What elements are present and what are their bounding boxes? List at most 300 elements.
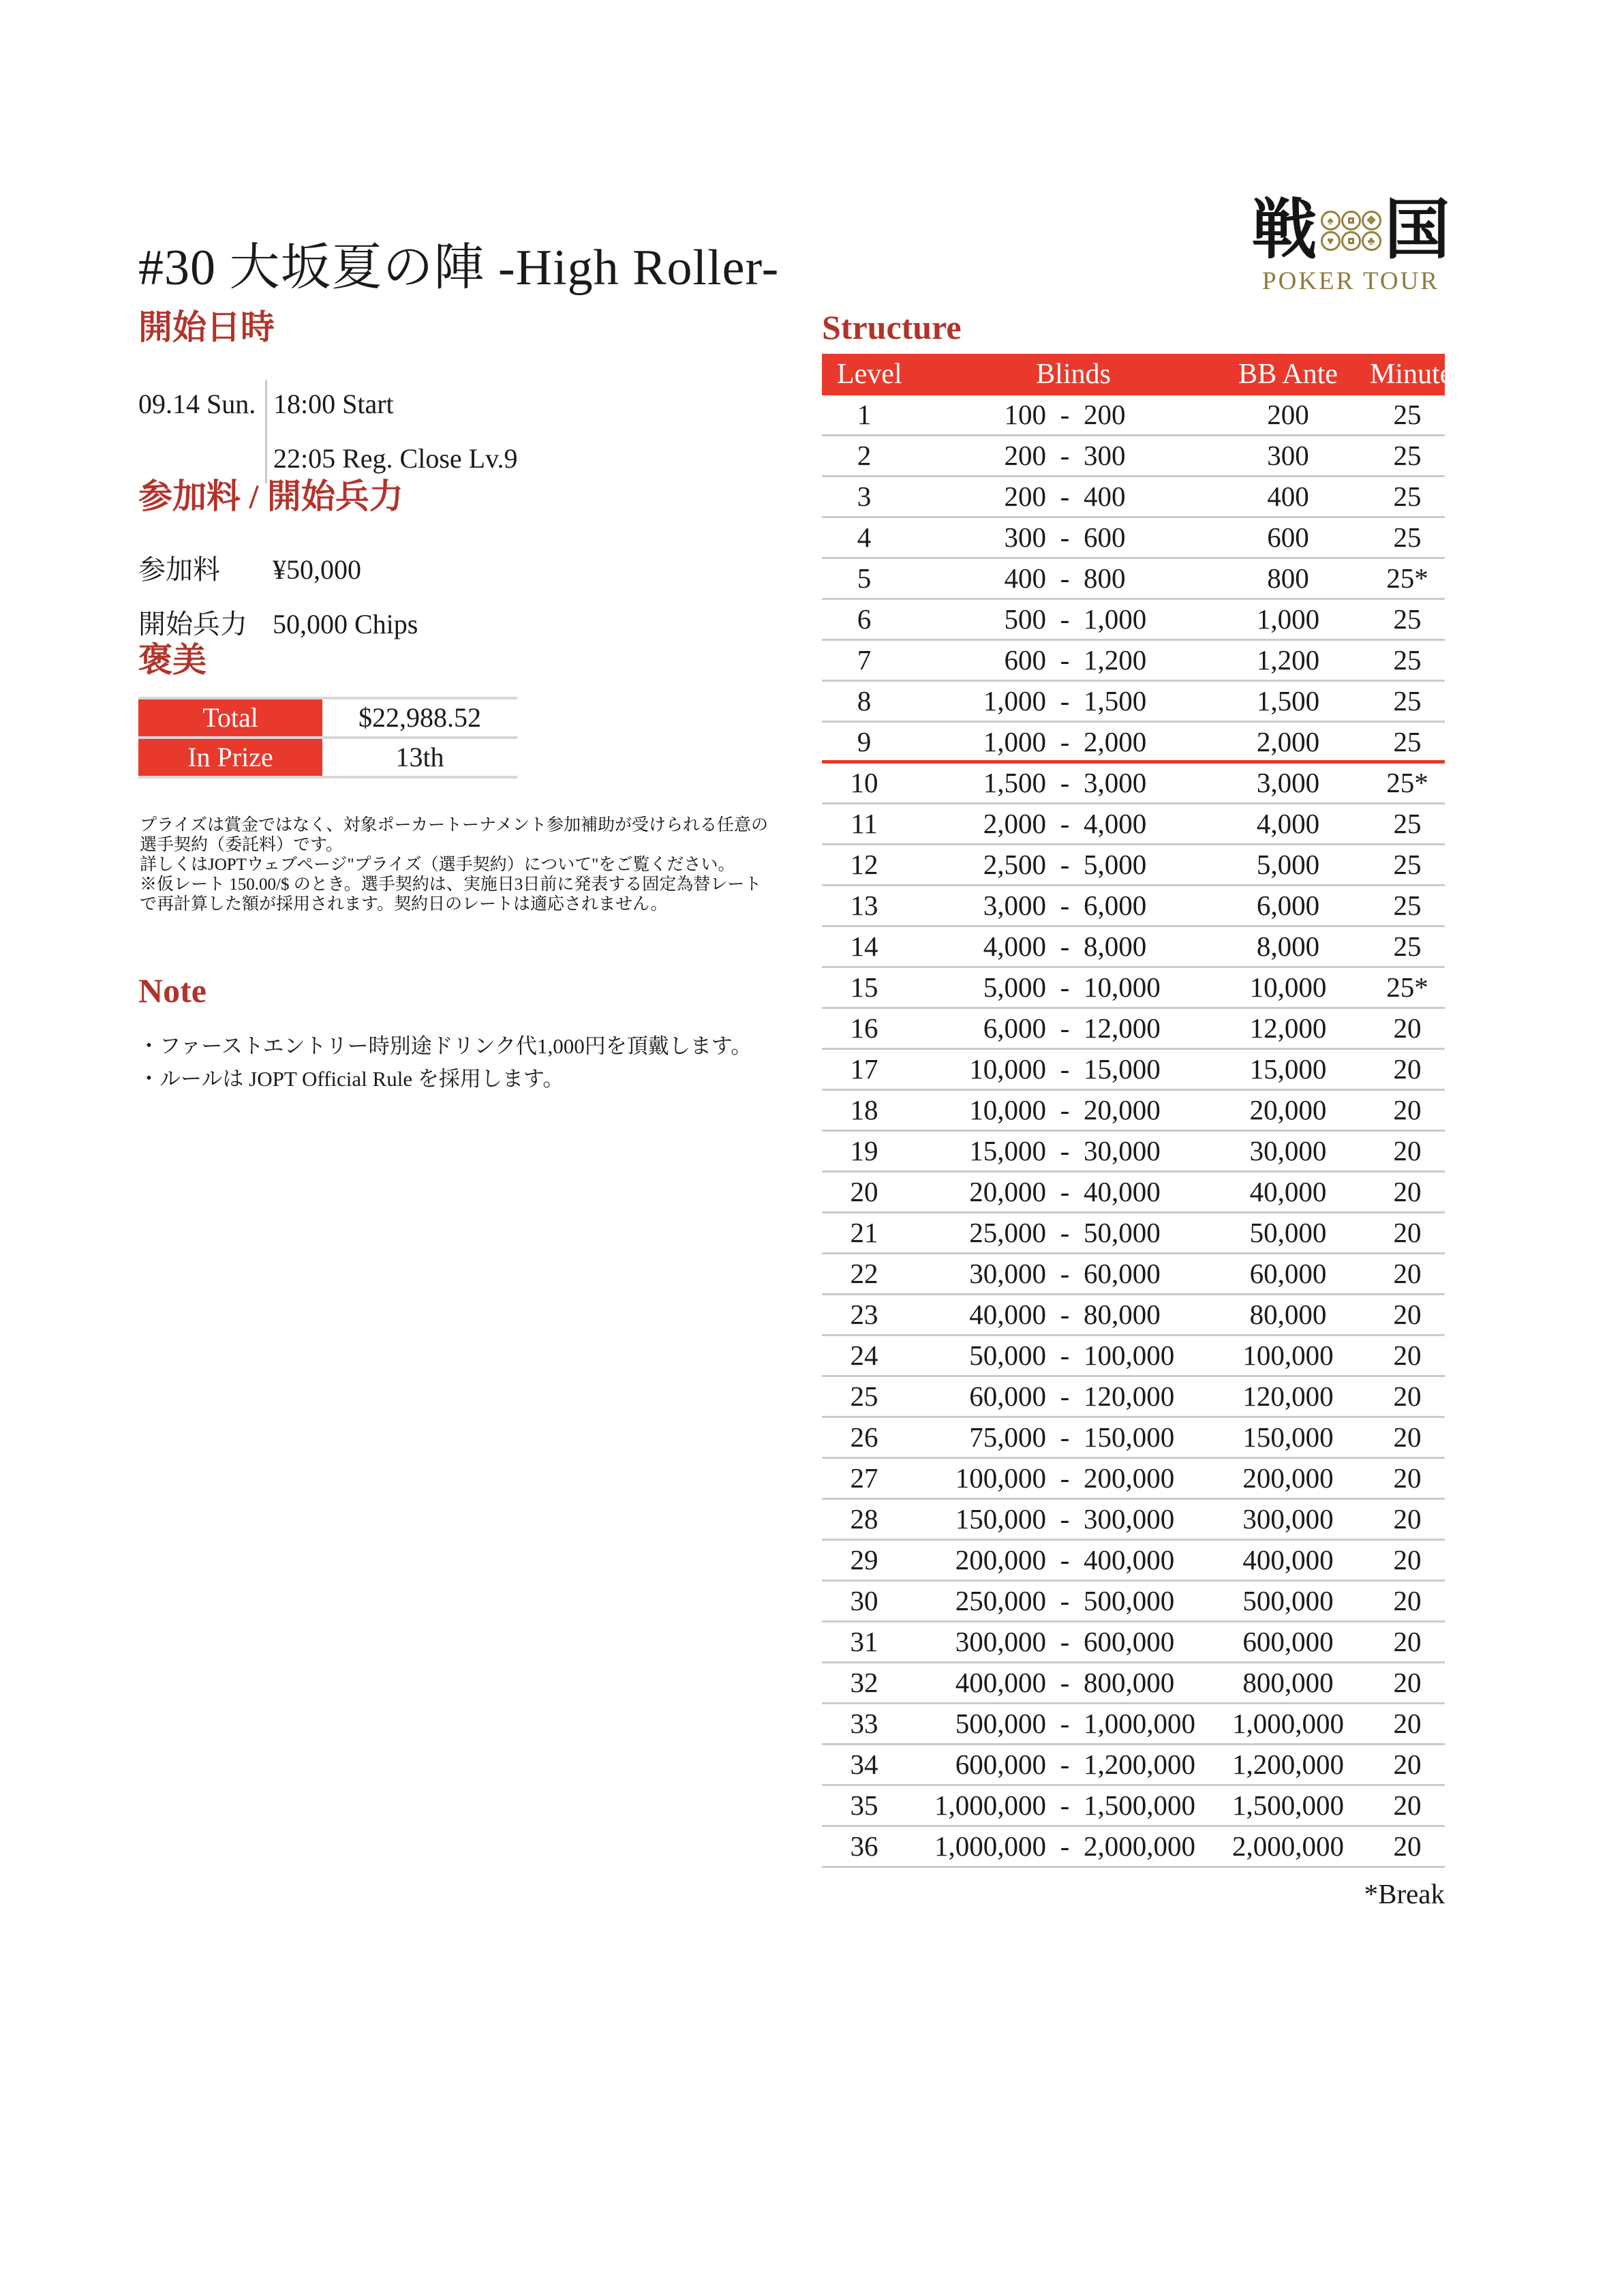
blinds-dash: - [1060,930,1070,962]
event-date: 09.14 Sun. [138,388,256,419]
minutes-cell: 20 [1393,1012,1422,1044]
blinds-cell [906,395,1206,434]
small-blind-value: 2,000 [983,807,1046,839]
blinds-cell [906,1132,1206,1170]
small-blind-value: 3,000 [983,889,1046,921]
level-cell: 4 [857,521,872,553]
schedule-heading: 開始日時 [138,308,275,346]
blinds-dash: - [1060,1707,1070,1739]
bb-ante-cell: 300,000 [1242,1502,1334,1535]
big-blind-value: 15,000 [1084,1053,1161,1085]
minutes-cell: 25 [1393,644,1422,676]
blinds-dash: - [1060,725,1070,757]
big-blind-value: 600,000 [1084,1625,1175,1657]
blinds-dash: - [1060,1666,1070,1698]
structure-row [822,1663,1445,1704]
blinds-cell [906,600,1206,639]
prize-value: $22,988.52 [358,701,481,733]
level-cell: 2 [857,439,872,471]
bb-ante-cell: 800,000 [1242,1666,1334,1698]
prize-row [138,699,517,739]
blinds-dash: - [1060,1502,1070,1535]
minutes-cell: 25 [1393,725,1422,757]
blinds-dash: - [1060,1748,1070,1780]
big-blind-value: 150,000 [1084,1421,1175,1453]
structure-table-body [822,395,1445,1868]
bb-ante-cell: 4,000 [1256,807,1320,839]
small-blind-value: 10,000 [969,1093,1046,1126]
big-blind-value: 800,000 [1084,1666,1175,1698]
big-blind-value: 10,000 [1084,971,1161,1003]
small-blind-value: 1,000 [983,725,1046,757]
schedule-section [138,308,518,486]
big-blind-value: 12,000 [1084,1012,1161,1044]
spade-coin-icon: ♠ [1321,211,1341,230]
disclaimer-line: プライズは賞金ではなく、対象ポーカートーナメント参加補助が受けられる任意の [140,816,769,834]
big-blind-value: 200,000 [1084,1462,1175,1494]
structure-row [822,436,1445,477]
blinds-cell [906,1050,1206,1089]
small-blind-value: 6,000 [983,1012,1046,1044]
level-cell: 18 [850,1093,878,1126]
level-cell: 19 [850,1134,878,1166]
small-blind-value: 5,000 [983,971,1046,1003]
level-cell: 12 [850,848,878,880]
entry-value: 50,000 Chips [273,608,418,639]
structure-row [822,1459,1445,1500]
blinds-dash: - [1060,603,1070,635]
level-cell: 22 [850,1257,878,1289]
blinds-cell [906,1582,1206,1620]
minutes-cell: 25 [1393,930,1422,962]
blinds-dash: - [1060,1625,1070,1657]
bb-ante-cell: 60,000 [1249,1257,1327,1289]
minutes-cell: 20 [1393,1543,1422,1575]
small-blind-value: 400 [1004,562,1046,594]
small-blind-value: 250,000 [955,1584,1046,1616]
structure-row [822,1541,1445,1582]
big-blind-value: 50,000 [1084,1216,1161,1248]
blinds-dash: - [1060,1789,1070,1821]
big-blind-value: 1,000 [1084,603,1147,635]
structure-row [822,1582,1445,1622]
level-cell: 7 [857,644,872,676]
minutes-cell: 20 [1393,1421,1422,1453]
entry-label: 開始兵力 [138,608,247,639]
small-blind-value: 300,000 [955,1625,1046,1657]
page-title: #30 大坂夏の陣 -High Roller- [138,239,780,296]
small-blind-value: 60,000 [969,1380,1046,1412]
big-blind-value: 2,000 [1084,725,1147,757]
blinds-cell [906,1173,1206,1211]
blinds-dash: - [1060,1339,1070,1371]
bb-ante-cell: 3,000 [1256,766,1320,798]
bb-ante-cell: 200,000 [1242,1462,1334,1494]
blinds-cell [906,1336,1206,1375]
blinds-dash: - [1060,1543,1070,1575]
disclaimer-line: で再計算した額が採用されます。契約日のレートは適応されません。 [140,895,668,913]
minutes-cell: 25 [1393,889,1422,921]
entry-fee-section [138,477,418,652]
level-cell: 8 [857,684,872,716]
entry-label: 参加料 [138,554,220,585]
structure-row [822,682,1445,723]
minutes-cell: 25 [1393,480,1422,512]
blinds-cell [906,682,1206,721]
bb-ante-cell: 300 [1267,439,1309,471]
bb-ante-cell: 1,500,000 [1232,1789,1344,1821]
schedule-row [138,377,518,486]
vertical-divider [265,380,267,483]
structure-row [822,1091,1445,1132]
structure-row [822,518,1445,559]
minutes-cell: 20 [1393,1462,1422,1494]
blinds-dash: - [1060,521,1070,553]
structure-row [822,804,1445,845]
blinds-cell [906,886,1206,925]
blinds-dash: - [1060,766,1070,798]
level-cell: 33 [850,1707,878,1739]
bb-ante-cell: 150,000 [1242,1421,1334,1453]
prize-table [138,697,517,779]
structure-row [822,723,1445,764]
schedule-times [273,377,518,486]
blinds-dash: - [1060,971,1070,1003]
schedule-time: 18:00 Start [273,388,394,419]
level-cell: 14 [850,930,878,962]
big-blind-value: 300,000 [1084,1502,1175,1535]
big-blind-value: 1,000,000 [1084,1707,1195,1739]
big-blind-value: 1,500,000 [1084,1789,1195,1821]
blinds-cell [906,1500,1206,1539]
big-blind-value: 40,000 [1084,1175,1161,1207]
blinds-dash: - [1060,1134,1070,1166]
small-blind-value: 600 [1004,644,1046,676]
structure-row [822,1009,1445,1050]
big-blind-value: 4,000 [1084,807,1147,839]
note-section [138,971,752,1096]
prize-section [138,641,517,779]
prize-heading: 褒美 [138,641,206,679]
blinds-dash: - [1060,1298,1070,1330]
logo-coins [1321,211,1381,251]
big-blind-value: 1,500 [1084,684,1147,716]
level-cell: 9 [857,725,872,757]
blinds-dash: - [1060,1830,1070,1862]
minutes-cell: 20 [1393,1134,1422,1166]
level-cell: 26 [850,1421,878,1453]
big-blind-value: 3,000 [1084,766,1147,798]
structure-row [822,1827,1445,1868]
structure-row [822,1786,1445,1827]
blinds-dash: - [1060,1216,1070,1248]
minutes-cell: 25 [1393,848,1422,880]
minutes-cell: 20 [1393,1666,1422,1698]
bb-ante-cell: 1,500 [1256,684,1320,716]
bb-ante-cell: 200 [1267,398,1309,430]
note-items [138,1030,752,1096]
bb-ante-cell: 120,000 [1242,1380,1334,1412]
minutes-cell: 25 [1393,398,1422,430]
small-blind-value: 500,000 [955,1707,1046,1739]
structure-row [822,1050,1445,1091]
bb-ante-cell: 100,000 [1242,1339,1334,1371]
level-cell: 5 [857,562,872,594]
blinds-dash: - [1060,1053,1070,1085]
level-cell: 25 [850,1380,878,1412]
bb-ante-cell: 500,000 [1242,1584,1334,1616]
logo-kanji-koku: 国 [1384,194,1450,267]
blinds-cell [906,1091,1206,1130]
big-blind-value: 200 [1084,398,1126,430]
big-blind-value: 80,000 [1084,1298,1161,1330]
minutes-cell: 25 [1393,603,1422,635]
bb-ante-cell: 30,000 [1249,1134,1327,1166]
minutes-cell: 20 [1393,1380,1422,1412]
minutes-cell: 20 [1393,1339,1422,1371]
blinds-cell [906,968,1206,1007]
entry-heading: 参加料 / 開始兵力 [138,477,403,515]
blinds-cell [906,1541,1206,1580]
blinds-dash: - [1060,684,1070,716]
blinds-cell [906,1213,1206,1252]
structure-row [822,477,1445,518]
structure-row [822,1254,1445,1295]
big-blind-value: 8,000 [1084,930,1147,962]
big-blind-value: 60,000 [1084,1257,1161,1289]
small-blind-value: 25,000 [969,1216,1046,1248]
small-blind-value: 2,500 [983,848,1046,880]
structure-row [822,1295,1445,1336]
bb-ante-cell: 600,000 [1242,1625,1334,1657]
bb-ante-cell: 10,000 [1249,971,1327,1003]
blinds-dash: - [1060,562,1070,594]
small-blind-value: 100 [1004,398,1046,430]
level-cell: 28 [850,1502,878,1535]
small-blind-value: 300 [1004,521,1046,553]
level-cell: 36 [850,1830,878,1862]
bb-ante-cell: 600 [1267,521,1309,553]
club-coin-icon: ♣ [1362,231,1381,251]
prize-label: Total [138,699,322,736]
small-blind-value: 1,000,000 [934,1830,1046,1862]
bb-ante-cell: 1,200,000 [1232,1748,1344,1780]
logo-kanji-sen: 戦 [1251,194,1317,267]
minutes-cell: 20 [1393,1748,1422,1780]
hole-coin-icon [1341,211,1361,230]
structure-table-header [822,354,1464,395]
blinds-dash: - [1060,480,1070,512]
blinds-cell [906,477,1206,516]
disclaimer-line: 詳しくはJOPTウェブページ"プライズ（選手契約）について"をご覧ください。 [140,856,735,874]
entry-row [138,543,418,597]
note-heading: Note [138,971,206,1010]
small-blind-value: 15,000 [969,1134,1046,1166]
disclaimer-line: ※仮レート 150.00/$ のとき。選手契約は、実施日3日前に発表する固定為替レート [140,875,762,894]
structure-heading: Structure [822,308,962,346]
structure-row [822,1704,1445,1745]
structure-row [822,1622,1445,1663]
bb-ante-cell: 800 [1267,562,1309,594]
small-blind-value: 200 [1004,439,1046,471]
level-cell: 1 [857,398,872,430]
square-hole [1348,217,1354,224]
level-cell: 11 [851,807,878,839]
bb-ante-cell: 1,000,000 [1232,1707,1344,1739]
level-cell: 13 [850,889,878,921]
minutes-cell: 25 [1393,807,1422,839]
bb-ante-cell: 2,000 [1256,725,1320,757]
bb-ante-cell: 12,000 [1249,1012,1327,1044]
big-blind-value: 100,000 [1084,1339,1175,1371]
blinds-dash: - [1060,807,1070,839]
blinds-dash: - [1060,1584,1070,1616]
bb-ante-cell: 6,000 [1256,889,1320,921]
level-cell: 27 [850,1462,878,1494]
level-cell: 6 [857,603,872,635]
bb-ante-cell: 50,000 [1249,1216,1327,1248]
minutes-cell: 20 [1393,1093,1422,1126]
structure-row [822,927,1445,968]
column-header-level: Level [837,358,902,390]
blinds-dash: - [1060,398,1070,430]
small-blind-value: 1,000 [983,684,1046,716]
note-item: ・ファーストエントリー時別途ドリンク代1,000円を頂戴します。 [138,1033,752,1058]
minutes-cell: 25* [1386,562,1428,594]
blinds-dash: - [1060,1380,1070,1412]
bb-ante-cell: 1,000 [1256,603,1320,635]
blinds-cell [906,1295,1206,1334]
blinds-cell [906,845,1206,884]
heart-coin-icon: ♥ [1321,231,1341,251]
minutes-cell: 20 [1393,1257,1422,1289]
big-blind-value: 5,000 [1084,848,1147,880]
level-cell: 17 [850,1053,878,1085]
big-blind-value: 1,200,000 [1084,1748,1195,1780]
blinds-dash: - [1060,1012,1070,1044]
blinds-cell [906,1786,1206,1825]
minutes-cell: 20 [1393,1830,1422,1862]
level-cell: 34 [850,1748,878,1780]
prize-value: 13th [395,741,444,772]
bb-ante-cell: 8,000 [1256,930,1320,962]
structure-row [822,1418,1445,1459]
blinds-dash: - [1060,439,1070,471]
minutes-cell: 25* [1386,766,1428,798]
minutes-cell: 25 [1393,521,1422,553]
blinds-cell [906,764,1206,802]
blinds-cell [906,804,1206,843]
big-blind-value: 500,000 [1084,1584,1175,1616]
blinds-cell [906,1009,1206,1048]
minutes-cell: 20 [1393,1584,1422,1616]
level-cell: 16 [850,1012,878,1044]
minutes-cell: 20 [1393,1175,1422,1207]
level-cell: 32 [850,1666,878,1698]
small-blind-value: 50,000 [969,1339,1046,1371]
blinds-cell [906,1663,1206,1702]
small-blind-value: 75,000 [969,1421,1046,1453]
small-blind-value: 20,000 [969,1175,1046,1207]
small-blind-value: 10,000 [969,1053,1046,1085]
blinds-cell [906,436,1206,475]
big-blind-value: 800 [1084,562,1126,594]
big-blind-value: 6,000 [1084,889,1147,921]
big-blind-value: 20,000 [1084,1093,1161,1126]
bb-ante-cell: 2,000,000 [1232,1830,1344,1862]
minutes-cell: 20 [1393,1502,1422,1535]
structure-row [822,1500,1445,1541]
big-blind-value: 120,000 [1084,1380,1175,1412]
prize-label: In Prize [138,739,322,776]
structure-row [822,1377,1445,1418]
structure-section [822,308,1464,1910]
hole-coin-icon [1341,231,1361,251]
structure-row [822,559,1445,600]
blinds-dash: - [1060,1175,1070,1207]
blinds-cell [906,1827,1206,1866]
square-hole [1348,238,1354,244]
blinds-dash: - [1060,1257,1070,1289]
big-blind-value: 300 [1084,439,1126,471]
schedule-time: 22:05 Reg. Close Lv.9 [273,442,518,474]
sengoku-poker-tour-logo [1251,194,1450,296]
blinds-cell [906,641,1206,680]
small-blind-value: 150,000 [955,1502,1046,1535]
structure-row [822,764,1445,804]
small-blind-value: 200 [1004,480,1046,512]
disclaimer-line: 選手契約（委託料）です。 [140,836,343,854]
bb-ante-cell: 20,000 [1249,1093,1327,1126]
blinds-dash: - [1060,848,1070,880]
level-cell: 3 [857,480,872,512]
small-blind-value: 500 [1004,603,1046,635]
blinds-cell [906,518,1206,557]
big-blind-value: 1,200 [1084,644,1147,676]
minutes-cell: 25 [1393,439,1422,471]
blinds-cell [906,1622,1206,1661]
structure-row [822,1173,1445,1213]
minutes-cell: 20 [1393,1789,1422,1821]
blinds-cell [906,927,1206,966]
structure-row [822,1745,1445,1786]
minutes-cell: 20 [1393,1707,1422,1739]
prize-disclaimer [140,815,794,914]
small-blind-value: 400,000 [955,1666,1046,1698]
small-blind-value: 30,000 [969,1257,1046,1289]
blinds-dash: - [1060,889,1070,921]
level-cell: 23 [850,1298,878,1330]
column-header-minutes: Minutes [1370,358,1464,390]
bb-ante-cell: 80,000 [1249,1298,1327,1330]
structure-row [822,1213,1445,1254]
minutes-cell: 25 [1393,684,1422,716]
blinds-cell [906,723,1206,761]
column-header-blinds: Blinds [1036,358,1111,390]
big-blind-value: 600 [1084,521,1126,553]
blinds-cell [906,1704,1206,1743]
bb-ante-cell: 40,000 [1249,1175,1327,1207]
big-blind-value: 400,000 [1084,1543,1175,1575]
blinds-cell [906,1254,1206,1293]
minutes-cell: 20 [1393,1216,1422,1248]
small-blind-value: 100,000 [955,1462,1046,1494]
poker-tour-wordmark: POKER TOUR [1262,267,1439,295]
blinds-dash: - [1060,644,1070,676]
level-cell: 24 [850,1339,878,1371]
prize-row [138,739,517,779]
entry-rows [138,543,418,652]
